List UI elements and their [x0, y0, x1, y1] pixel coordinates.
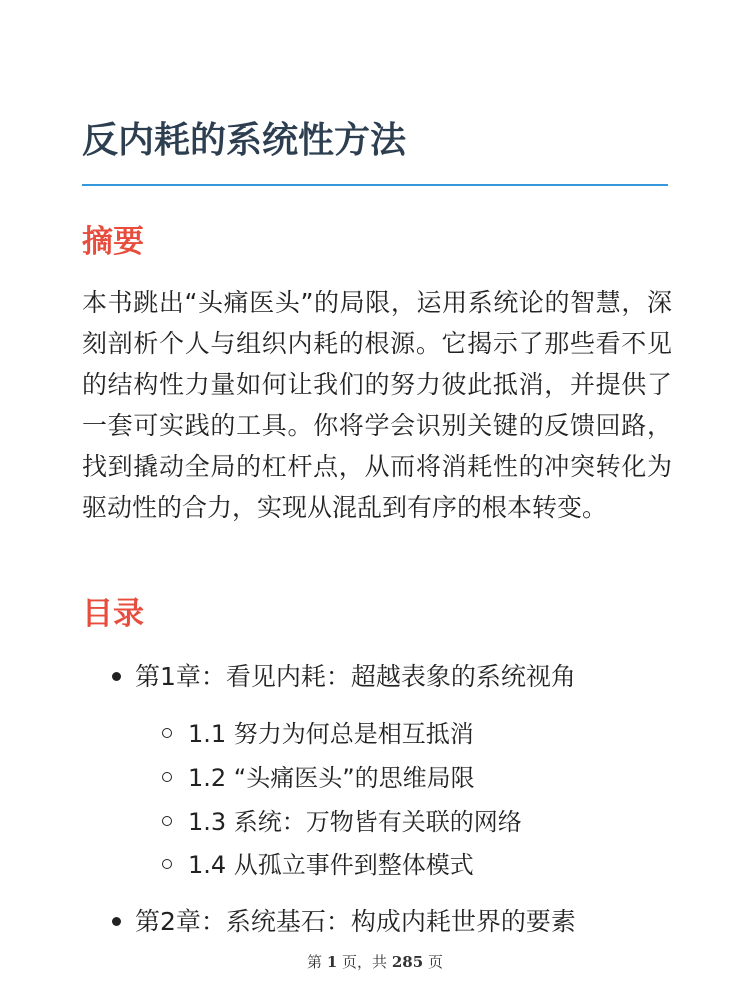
toc-chapter-2 — [112, 905, 576, 939]
bullet-circle-icon — [162, 859, 172, 869]
footer-page-number: 1 — [326, 953, 338, 971]
footer-total-pages: 285 — [391, 953, 424, 971]
bullet-circle-icon — [162, 728, 172, 738]
bullet-circle-icon — [162, 772, 172, 782]
toc-section-label: 1.1 努力为何总是相互抵消 — [188, 720, 474, 748]
bullet-circle-icon — [162, 816, 172, 826]
toc-section-1-2 — [162, 762, 475, 794]
page-footer — [0, 952, 750, 972]
toc-chapter-1 — [112, 660, 576, 694]
footer-middle: 页，共 — [342, 953, 388, 971]
toc-chapter-label: 第2章：系统基石：构成内耗世界的要素 — [135, 907, 576, 936]
toc-section-1-1 — [162, 718, 474, 750]
document-title: 反内耗的系统性方法 — [82, 120, 407, 161]
bullet-disc-icon — [112, 917, 121, 926]
toc-heading: 目录 — [82, 596, 144, 632]
abstract-body: 本书跳出“头痛医头”的局限，运用系统论的智慧，深刻剖析个人与组织内耗的根源。它揭示了那些看不见的结构性力量如何让我们的努力彼此抵消，并提供了一套可实践的工具。你将学会识别关键的反馈回路，找到撬动全局的杠杆点，从而将消耗性的冲突转化为驱动性的合力，实现从混乱到有序的根本转变。 — [82, 288, 672, 522]
title-divider — [82, 184, 668, 186]
toc-section-1-3 — [162, 806, 522, 838]
toc-chapter-label: 第1章：看见内耗：超越表象的系统视角 — [135, 662, 576, 691]
abstract-heading: 摘要 — [82, 224, 144, 260]
bullet-disc-icon — [112, 672, 121, 681]
toc-section-label: 1.2 “头痛医头”的思维局限 — [188, 764, 475, 792]
toc-section-label: 1.4 从孤立事件到整体模式 — [188, 851, 474, 879]
footer-suffix: 页 — [427, 953, 443, 971]
toc-section-label: 1.3 系统：万物皆有关联的网络 — [188, 808, 522, 836]
footer-prefix: 第 — [307, 953, 323, 971]
toc-section-1-4 — [162, 849, 474, 881]
